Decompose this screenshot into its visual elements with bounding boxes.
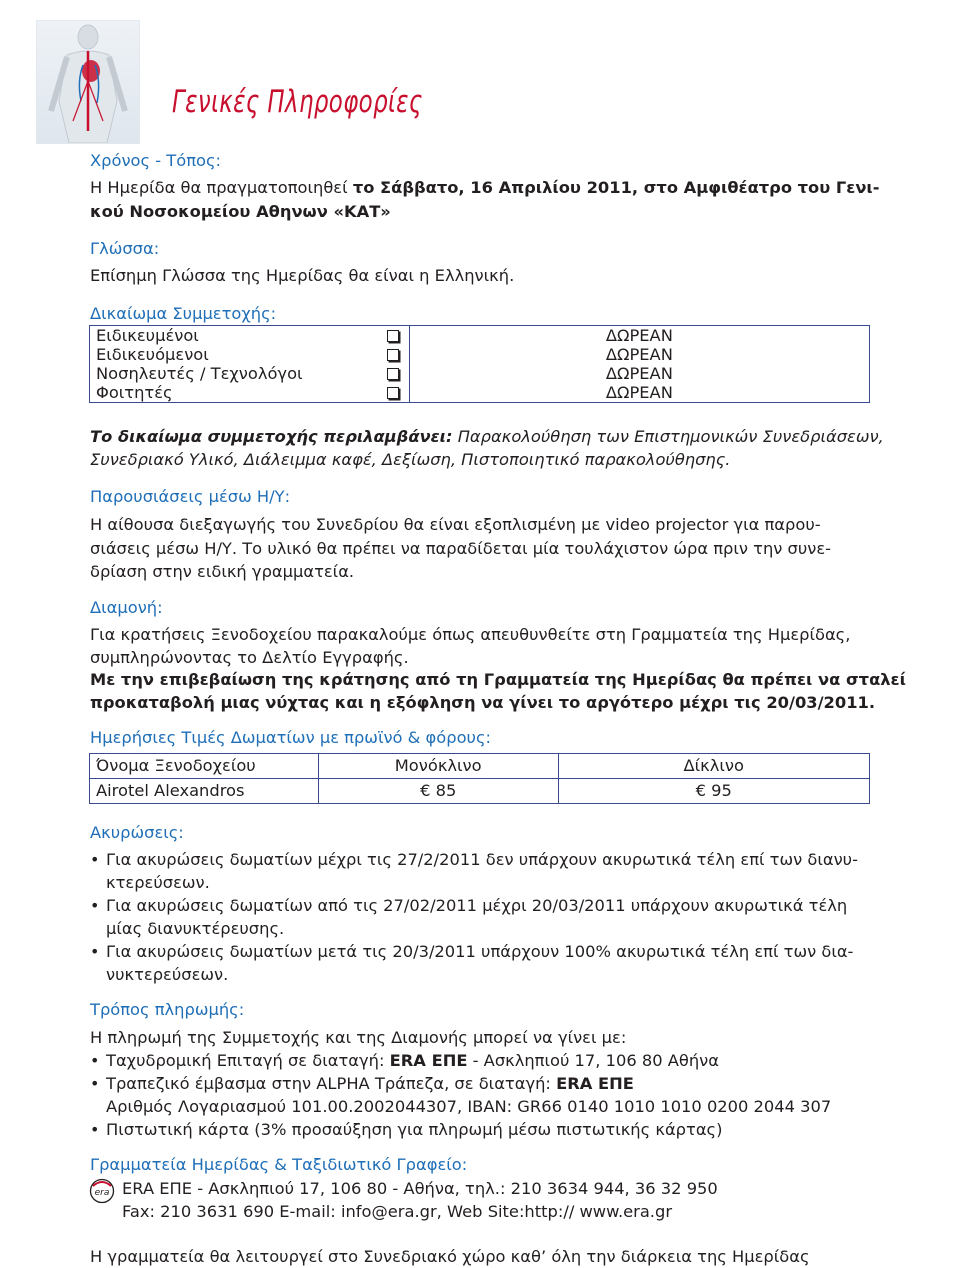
participation-price: ΔΩΡΕΑΝ	[409, 383, 869, 403]
payment-item-3: Πιστωτική κάρτα (3% προσαύξηση για πληρωμή μέσω πιστωτικής κάρτας)	[106, 1120, 723, 1139]
cancellation-1-line2: κτερεύσεων.	[106, 873, 210, 892]
secretariat-heading: Γραμματεία Ημερίδας & Ταξιδιωτικό Γραφείο:	[90, 1155, 468, 1174]
checkbox-icon	[387, 330, 399, 342]
checkbox-icon	[387, 349, 399, 361]
rates-header-double: Δίκλινο	[558, 754, 869, 779]
table-header-row	[90, 754, 870, 779]
body-silhouette-icon	[37, 21, 139, 143]
cancellation-2-line2: μίας διανυκτέρευσης.	[106, 919, 285, 938]
table-row	[90, 364, 870, 383]
rates-double-price: € 95	[558, 779, 869, 804]
payment-item-text: Τραπεζικό έμβασμα στην ALPHA Τράπεζα, σε διαταγή:	[106, 1074, 557, 1093]
bullet-icon: •	[90, 1120, 100, 1139]
language-heading: Γλώσσα:	[90, 239, 160, 258]
participation-label: Ειδικευμένοι	[90, 326, 410, 346]
payment-intro: Η πληρωμή της Συμμετοχής και της Διαμονής μπορεί να γίνει με:	[90, 1028, 627, 1047]
cancellation-2-line1: Για ακυρώσεις δωματίων από τις 27/02/2011 μέχρι 20/03/2011 υπάρχουν ακυρωτικά τέλη	[106, 896, 848, 915]
participation-price: ΔΩΡΕΑΝ	[409, 326, 869, 346]
participation-price: ΔΩΡΕΑΝ	[409, 364, 869, 383]
checkbox-icon	[387, 368, 399, 380]
bullet-icon: •	[90, 896, 100, 915]
includes-line1	[90, 425, 884, 448]
anatomy-illustration	[36, 20, 140, 144]
participation-label: Φοιτητές	[90, 383, 410, 403]
bank-account: Αριθμός Λογαριασμού 101.00.2002044307, IBAN: GR66 0140 1010 1010 0200 2044 307	[106, 1097, 832, 1116]
presentations-line2: σιάσεις μέσω Η/Υ. Το υλικό θα πρέπει να παραδίδεται μία τουλάχιστον ώρα πριν την συνε-	[90, 539, 832, 558]
secretariat-line1: ERA ΕΠΕ - Ασκληπιού 17, 106 80 - Αθήνα, τηλ.: 210 3634 944, 36 32 950	[122, 1179, 718, 1198]
table-row	[90, 326, 870, 346]
bullet-icon: •	[90, 1074, 100, 1093]
participation-heading: Δικαίωμα Συμμετοχής:	[90, 304, 277, 323]
table-row	[90, 345, 870, 364]
accommodation-heading: Διαμονή:	[90, 598, 163, 617]
footer-note: Η γραμματεία θα λειτουργεί στο Συνεδριακό χώρο καθ’ όλη την διάρκεια της Ημερίδας	[90, 1247, 810, 1266]
time-place-heading: Χρόνος - Τόπος:	[90, 151, 221, 170]
cancellation-3-line1: Για ακυρώσεις δωματίων μετά τις 20/3/2011 υπάρχουν 100% ακυρωτικά τέλη επί των δια-	[106, 942, 854, 961]
rates-heading: Ημερήσιες Τιμές Δωματίων με πρωϊνό & φόρους:	[90, 728, 492, 747]
payee-name: ERA ΕΠΕ	[556, 1074, 634, 1093]
language-text: Επίσημη Γλώσσα της Ημερίδας θα είναι η Ελληνική.	[90, 266, 515, 285]
rates-single-price: € 85	[318, 779, 558, 804]
bullet-icon: •	[90, 942, 100, 961]
accommodation-bold1: Με την επιβεβαίωση της κράτησης από τη Γραμματεία της Ημερίδας θα πρέπει να σταλεί	[90, 670, 906, 689]
payment-item-2	[106, 1072, 634, 1095]
participation-table	[89, 325, 870, 403]
era-logo	[89, 1178, 115, 1204]
table-row	[90, 383, 870, 403]
cancellations-heading: Ακυρώσεις:	[90, 823, 184, 842]
era-logo-icon	[89, 1178, 115, 1204]
payment-item-1	[106, 1049, 719, 1072]
payment-heading: Τρόπος πληρωμής:	[90, 1000, 245, 1019]
rates-header-single: Μονόκλινο	[318, 754, 558, 779]
accommodation-bold2: προκαταβολή μιας νύχτας και η εξόφληση να γίνει το αργότερο μέχρι τις 20/03/2011.	[90, 693, 876, 712]
svg-text:era: era	[94, 1188, 110, 1198]
bullet-icon: •	[90, 1051, 100, 1070]
participation-label: Ειδικευόμενοι	[90, 345, 410, 364]
presentations-line1: Η αίθουσα διεξαγωγής του Συνεδρίου θα είναι εξοπλισμένη με video projector για παρου-	[90, 515, 821, 534]
page-title: Γενικές Πληροφορίες	[172, 84, 423, 120]
rates-hotel-name: Airotel Alexandros	[90, 779, 319, 804]
accommodation-line2: συμπληρώνοντας το Δελτίο Εγγραφής.	[90, 648, 409, 667]
participation-label: Νοσηλευτές / Τεχνολόγοι	[90, 364, 410, 383]
rates-header-hotel: Όνομα Ξενοδοχείου	[90, 754, 319, 779]
payee-name: ERA ΕΠΕ	[389, 1051, 468, 1070]
cancellation-1-line1: Για ακυρώσεις δωματίων μέχρι τις 27/2/2011 δεν υπάρχουν ακυρωτικά τέλη επί των διανυ-	[106, 850, 858, 869]
payment-item-text: Ταχυδρομική Επιταγή σε διαταγή:	[106, 1051, 390, 1070]
rates-table	[89, 753, 870, 804]
includes-text: Παρακολούθηση των Επιστημονικών Συνεδριάσεων,	[452, 427, 884, 446]
secretariat-line2: Fax: 210 3631 690 E-mail: info@era.gr, Web Site:http:// www.era.gr	[122, 1202, 673, 1221]
time-place-line2: κού Νοσοκομείου Αθηνων «ΚΑΤ»	[90, 202, 391, 221]
participation-price: ΔΩΡΕΑΝ	[409, 345, 869, 364]
accommodation-line1: Για κρατήσεις Ξενοδοχείου παρακαλούμε όπως απευθυνθείτε στη Γραμματεία της Ημερίδας,	[90, 625, 851, 644]
presentations-heading: Παρουσιάσεις μέσω Η/Υ:	[90, 487, 291, 506]
table-row	[90, 779, 870, 804]
time-place-text: Η Ημερίδα θα πραγματοποιηθεί	[90, 178, 353, 197]
bullet-icon: •	[90, 850, 100, 869]
presentations-line3: δρίαση στην ειδική γραμματεία.	[90, 562, 355, 581]
includes-label: Το δικαίωμα συμμετοχής περιλαμβάνει:	[90, 427, 453, 446]
checkbox-icon	[387, 387, 399, 399]
time-place-date: το Σάββατο, 16 Απριλίου 2011, στο Αμφιθέατρο του Γενι-	[352, 178, 880, 197]
time-place-line1	[90, 176, 880, 199]
includes-line2: Συνεδριακό Υλικό, Διάλειμμα καφέ, Δεξίωση, Πιστοποιητικό παρακολούθησης.	[90, 450, 731, 469]
payee-address: - Ασκληπιού 17, 106 80 Αθήνα	[467, 1051, 720, 1070]
cancellation-3-line2: νυκτερεύσεων.	[106, 965, 229, 984]
